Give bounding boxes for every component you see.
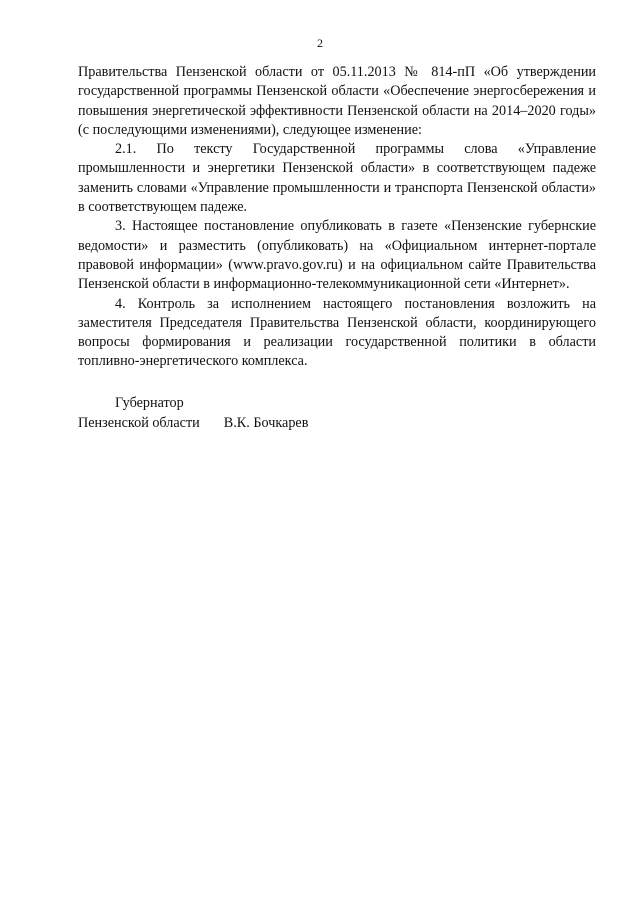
- signatory-name: В.К. Бочкарев: [223, 415, 309, 431]
- signature-title: Губернатор: [115, 395, 184, 411]
- paragraph-3: 3. Настоящее постановление опубликовать в газете «Пензенские губернские ведомости» и разместить (опубликовать) на «Официальном интернет-портале правовой информации» (www.pravo.gov.ru) и на официальном сайте Правительства Пензенской области в информационно-телекоммуникационной сети «Интернет».: [78, 218, 596, 293]
- signature-block: [78, 393, 308, 433]
- paragraph-4: 4. Контроль за исполнением настоящего постановления возложить на заместителя Председателя Правительства Пензенской области, координирующего вопросы формирования и реализации государственной политики в области топливно-энергетического комплекса.: [78, 295, 596, 370]
- signature-region-line: [78, 413, 308, 433]
- paragraph-continuation: Правительства Пензенской области от 05.11.2013 № 814-пП «Об утверждении государственной программы Пензенской области «Обеспечение энергосбережения и повышения энергетической эффективности Пензенской области на 2014–2020 годы» (с последующими изменениями), следующее изменение:: [78, 64, 596, 138]
- document-body: [78, 63, 596, 372]
- paragraph-2-1: 2.1. По тексту Государственной программы слова «Управление промышленности и энергетики Пензенской области» в соответствующем падеже заменить словами «Управление промышленности и транспорта Пензенской области» в соответствующем падеже.: [78, 141, 596, 216]
- page-number: 2: [317, 36, 323, 50]
- signature-region: Пензенской области: [78, 415, 200, 431]
